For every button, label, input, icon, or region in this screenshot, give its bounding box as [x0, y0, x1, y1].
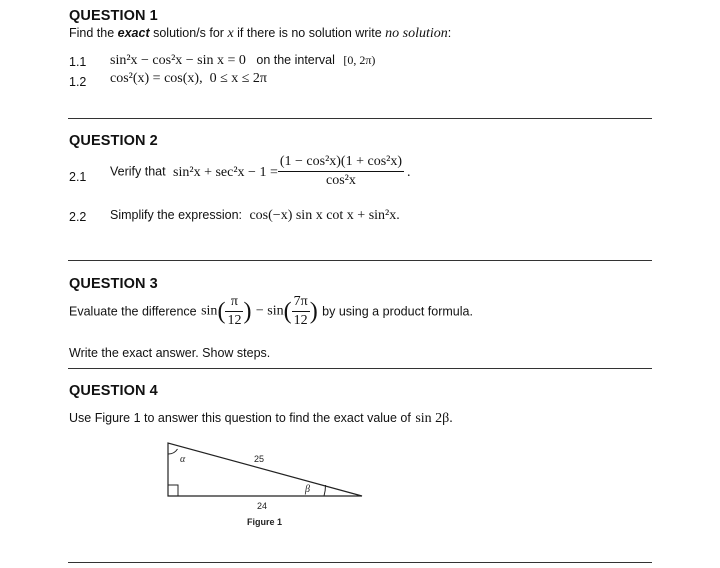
alpha-arc: [168, 449, 178, 454]
q2-1-lhs: sin²x + sec²x − 1 =: [173, 164, 278, 180]
q3-text-pre: Evaluate the difference: [69, 304, 197, 319]
q2-1-fraction: [278, 154, 404, 189]
beta-label: β: [305, 484, 310, 495]
q4-expression: sin 2β: [415, 411, 450, 426]
q1-1-text: on the interval: [256, 53, 335, 67]
q2-2-content: Simplify the expression: cos(−x) sin x cot x + sin²x.: [110, 208, 400, 223]
figure-caption: Figure 1: [247, 517, 283, 527]
alpha-label: α: [180, 454, 186, 465]
beta-arc: [324, 485, 326, 496]
q3-fraction-2: $\frac{7\pi}{12}$: [293, 294, 308, 328]
divider-2: [68, 260, 652, 261]
q1-intro: Find the exact solution/s for x if there is no solution write no solution:: [69, 26, 452, 41]
q3-text-post: by using a product formula.: [322, 304, 473, 319]
q1-intro-variable: x: [227, 26, 234, 41]
q4-text: Use Figure 1 to answer this question to find the exact value of: [69, 411, 411, 425]
q1-1-interval: [0, 2π): [343, 53, 376, 67]
figure-1-triangle: [150, 438, 370, 538]
q1-2-equation: cos²(x) = cos(x), 0 ≤ x ≤ 2π: [110, 71, 268, 86]
q4-heading: QUESTION 4: [69, 383, 158, 399]
q3-instruction: Write the exact answer. Show steps.: [69, 346, 271, 360]
q1-1-equation: sin²x − cos²x − sin x = 0: [110, 53, 246, 68]
q2-2-text: Simplify the expression:: [110, 208, 243, 222]
base-label: 24: [257, 501, 268, 511]
q1-1-content: [110, 51, 375, 69]
q3-minus-sin: − sin: [255, 303, 284, 319]
divider-3: [68, 368, 652, 369]
q3-fraction-1: $\frac{\pi}{12}$: [227, 294, 242, 328]
q2-1-number: 2.1: [69, 170, 87, 184]
divider-1: [68, 118, 652, 119]
q2-1-numerator: (1 − cos²x)(1 + cos²x): [278, 154, 404, 172]
triangle-shape: [168, 443, 362, 496]
q2-1-text: Verify that: [110, 164, 166, 179]
q2-1-denominator: cos²x: [326, 173, 356, 188]
right-angle-marker: [168, 485, 178, 496]
divider-4: [68, 562, 652, 563]
q3-sin-1: sin: [201, 303, 218, 319]
q2-1-content: Verify that sin²x + sec²x − 1 = $\frac{\text{(1 − cos²x)(1 + cos²x)}}{\text{cos²x}}$ .: [110, 154, 411, 188]
q1-intro-no-solution: no solution: [385, 26, 448, 41]
hypotenuse-label: 25: [254, 454, 265, 464]
q2-heading: QUESTION 2: [69, 133, 158, 149]
q1-1-number: 1.1: [69, 55, 87, 69]
q3-heading: QUESTION 3: [69, 276, 158, 292]
q1-heading: QUESTION 1: [69, 8, 158, 24]
q3-content: Evaluate the difference sin( $\frac{\pi}{12}$ ) − sin( $\frac{7\pi}{12}$ ) by using a product formula.: [69, 294, 473, 328]
q2-2-number: 2.2: [69, 210, 87, 224]
q4-content: Use Figure 1 to answer this question to find the exact value of sin 2β.: [69, 411, 453, 426]
q2-2-expression: cos(−x) sin x cot x + sin²x: [249, 208, 397, 223]
q1-2-number: 1.2: [69, 75, 87, 89]
q1-intro-emphasis: exact: [117, 26, 150, 40]
